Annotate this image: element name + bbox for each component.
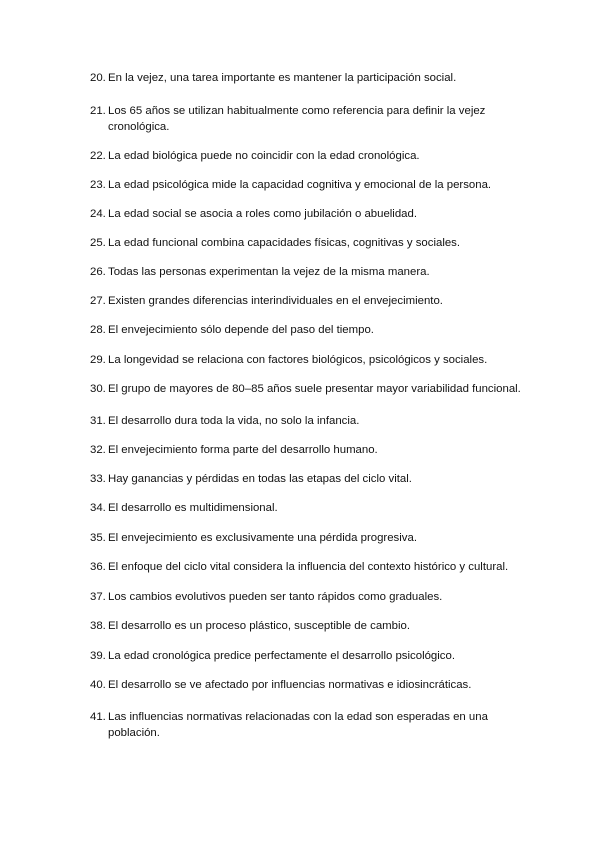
item-number: 36. — [90, 561, 106, 573]
item-text: La edad psicológica mide la capacidad cognitiva y emocional de la persona. — [108, 179, 492, 191]
item-text: Existen grandes diferencias interindividuales en el envejecimiento. — [108, 295, 443, 307]
item-number: 37. — [90, 591, 106, 603]
item-text: El desarrollo es un proceso plástico, susceptible de cambio. — [108, 620, 411, 632]
list-item — [90, 471, 520, 487]
item-text: El desarrollo se ve afectado por influencias normativas e idiosincráticas. — [108, 679, 472, 691]
item-text: El envejecimiento forma parte del desarrollo humano. — [108, 444, 378, 456]
list-item — [90, 352, 520, 368]
item-number: 41. — [90, 711, 106, 723]
item-text: El envejecimiento sólo depende del paso del tiempo. — [108, 324, 374, 336]
list-item — [90, 648, 520, 664]
item-number: 25. — [90, 237, 106, 249]
item-number: 32. — [90, 444, 106, 456]
item-number: 20. — [90, 72, 106, 84]
item-number: 23. — [90, 179, 106, 191]
item-number: 39. — [90, 650, 106, 662]
item-number: 29. — [90, 354, 106, 366]
item-number: 30. — [90, 383, 106, 395]
list-item — [90, 589, 520, 605]
list-item — [90, 206, 520, 222]
list-item — [90, 559, 530, 575]
item-text: Los cambios evolutivos pueden ser tanto rápidos como graduales. — [108, 591, 443, 603]
list-item — [90, 530, 520, 546]
list-item — [90, 381, 530, 397]
item-number: 28. — [90, 324, 106, 336]
item-number: 31. — [90, 415, 106, 427]
item-number: 34. — [90, 502, 106, 514]
item-text: El desarrollo dura toda la vida, no solo la infancia. — [108, 415, 360, 427]
list-item — [90, 235, 520, 251]
item-text: El envejecimiento es exclusivamente una pérdida progresiva. — [108, 532, 417, 544]
item-text: En la vejez, una tarea importante es mantener la participación social. — [108, 72, 457, 84]
item-text: Las influencias normativas relacionadas con la edad son esperadas en una población. — [108, 711, 488, 739]
item-number: 38. — [90, 620, 106, 632]
list-item — [90, 322, 520, 338]
item-text: La edad social se asocia a roles como jubilación o abuelidad. — [108, 208, 418, 220]
item-number: 27. — [90, 295, 106, 307]
list-item — [90, 264, 520, 280]
item-text: La edad funcional combina capacidades físicas, cognitivas y sociales. — [108, 237, 461, 249]
item-number: 35. — [90, 532, 106, 544]
item-number: 22. — [90, 150, 106, 162]
list-item — [90, 70, 520, 86]
list-item — [90, 293, 520, 309]
list-item — [90, 413, 520, 429]
item-text: La edad biológica puede no coincidir con la edad cronológica. — [108, 150, 420, 162]
item-text: El grupo de mayores de 80–85 años suele presentar mayor variabilidad funcional. — [108, 383, 521, 395]
item-number: 26. — [90, 266, 106, 278]
list-item — [90, 500, 520, 516]
list-item — [90, 709, 520, 741]
item-text: La edad cronológica predice perfectamente el desarrollo psicológico. — [108, 650, 455, 662]
list-item — [90, 618, 520, 634]
list-item — [90, 677, 520, 693]
item-text: El desarrollo es multidimensional. — [108, 502, 278, 514]
item-text: La longevidad se relaciona con factores biológicos, psicológicos y sociales. — [108, 354, 488, 366]
list-item — [90, 103, 520, 135]
item-text: Hay ganancias y pérdidas en todas las etapas del ciclo vital. — [108, 473, 412, 485]
item-text: Todas las personas experimentan la vejez de la misma manera. — [108, 266, 430, 278]
item-text: El enfoque del ciclo vital considera la influencia del contexto histórico y cultural. — [108, 561, 509, 573]
item-text: Los 65 años se utilizan habitualmente como referencia para definir la vejez cronológica. — [108, 105, 486, 133]
item-number: 24. — [90, 208, 106, 220]
list-item — [90, 148, 520, 164]
item-number: 33. — [90, 473, 106, 485]
item-number: 21. — [90, 105, 106, 117]
list-item — [90, 442, 520, 458]
item-number: 40. — [90, 679, 106, 691]
list-item — [90, 177, 520, 193]
